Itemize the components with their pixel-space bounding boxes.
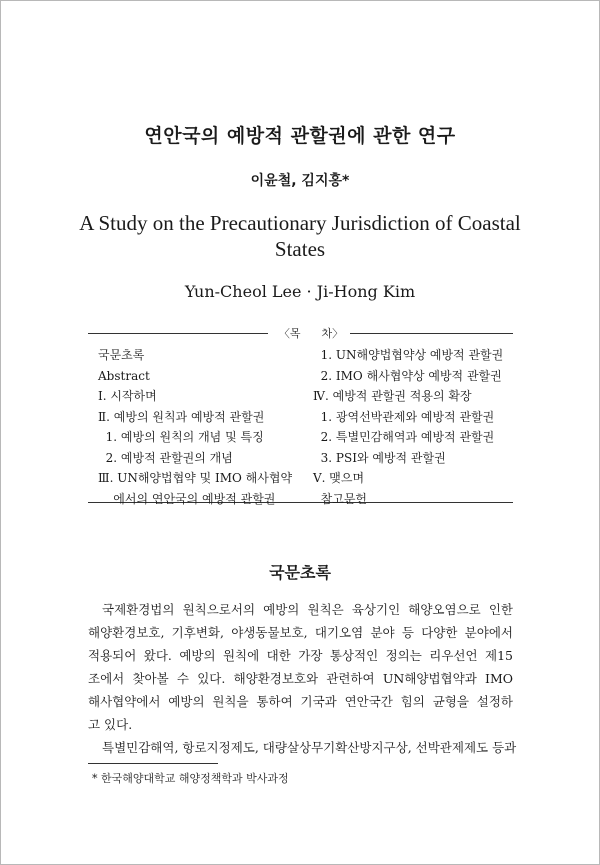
- title-en-line-2: States: [274, 237, 326, 261]
- authors-english: Yun-Cheol Lee · Ji-Hong Kim: [184, 282, 416, 301]
- abstract-line: 조에서 찾아볼 수 있다. 해양환경보호와 관련하여 UN해양법협약과 IMO: [88, 671, 513, 686]
- toc-rule-left: [88, 333, 268, 334]
- toc-heading: 〈목 차〉: [278, 327, 344, 340]
- toc-item: Ⅳ. 예방적 관할권 적용의 확장: [313, 389, 472, 403]
- paper-title-korean: 연안국의 예방적 관할권에 관한 연구: [144, 125, 456, 147]
- abstract-body: [88, 598, 517, 759]
- toc-item: Ⅰ. 시작하며: [98, 389, 157, 403]
- toc-item: 2. 특별민감해역과 예방적 관할권: [313, 430, 495, 444]
- toc-item: 1. 광역선박관제와 예방적 관할권: [313, 409, 495, 424]
- table-of-contents: [88, 327, 513, 506]
- toc-item: Ⅴ. 맺으며: [313, 471, 365, 485]
- footnote: * 한국해양대학교 해양정책학과 박사과정: [92, 772, 289, 785]
- abstract-line: 특별민감해역, 항로지정제도, 대량살상무기확산방지구상, 선박관제제도 등과: [102, 740, 517, 755]
- authors-korean: 이윤철, 김지홍*: [250, 173, 350, 189]
- toc-item: 2. IMO 해사협약상 예방적 관할권: [313, 368, 502, 383]
- abstract-heading: 국문초록: [269, 563, 331, 582]
- toc-right-column: [313, 345, 503, 509]
- toc-rule-right: [350, 333, 513, 334]
- paper-title-english: [0, 210, 600, 262]
- toc-item: 참고문헌: [313, 491, 367, 506]
- toc-item: 3. PSI와 예방적 관할권: [313, 450, 446, 465]
- toc-left-column: [98, 345, 292, 509]
- toc-item: 2. 예방적 관할권의 개념: [98, 450, 233, 465]
- toc-item: Ⅱ. 예방의 원칙과 예방적 관할권: [98, 409, 265, 424]
- abstract-line: 고 있다.: [88, 717, 133, 732]
- toc-item: 에서의 연안국의 예방적 관할권: [98, 491, 276, 506]
- abstract-line: 국제환경법의 원칙으로서의 예방의 원칙은 육상기인 해양오염으로 인한: [102, 602, 513, 617]
- toc-item: 1. 예방의 원칙의 개념 및 특징: [98, 430, 264, 444]
- title-en-line-1: A Study on the Precautionary Jurisdiction of Coastal: [79, 211, 521, 235]
- toc-item: 1. UN해양법협약상 예방적 관할권: [313, 348, 504, 362]
- toc-item: 국문초록: [98, 348, 145, 362]
- abstract-line: 적용되어 왔다. 예방의 원칙에 대한 가장 통상적인 정의는 리우선언 제15: [88, 648, 513, 663]
- toc-item: Abstract: [98, 368, 150, 383]
- toc-item: Ⅲ. UN해양법협약 및 IMO 해사협약: [98, 471, 293, 485]
- abstract-line: 해양환경보호, 기후변화, 야생동물보호, 대기오염 분야 등 다양한 분야에서: [88, 625, 513, 640]
- footnote-rule: [88, 763, 218, 764]
- abstract-line: 해사협약에서 예방의 원칙을 통하여 기국과 연안국간 힘의 균형을 설정하: [88, 694, 513, 709]
